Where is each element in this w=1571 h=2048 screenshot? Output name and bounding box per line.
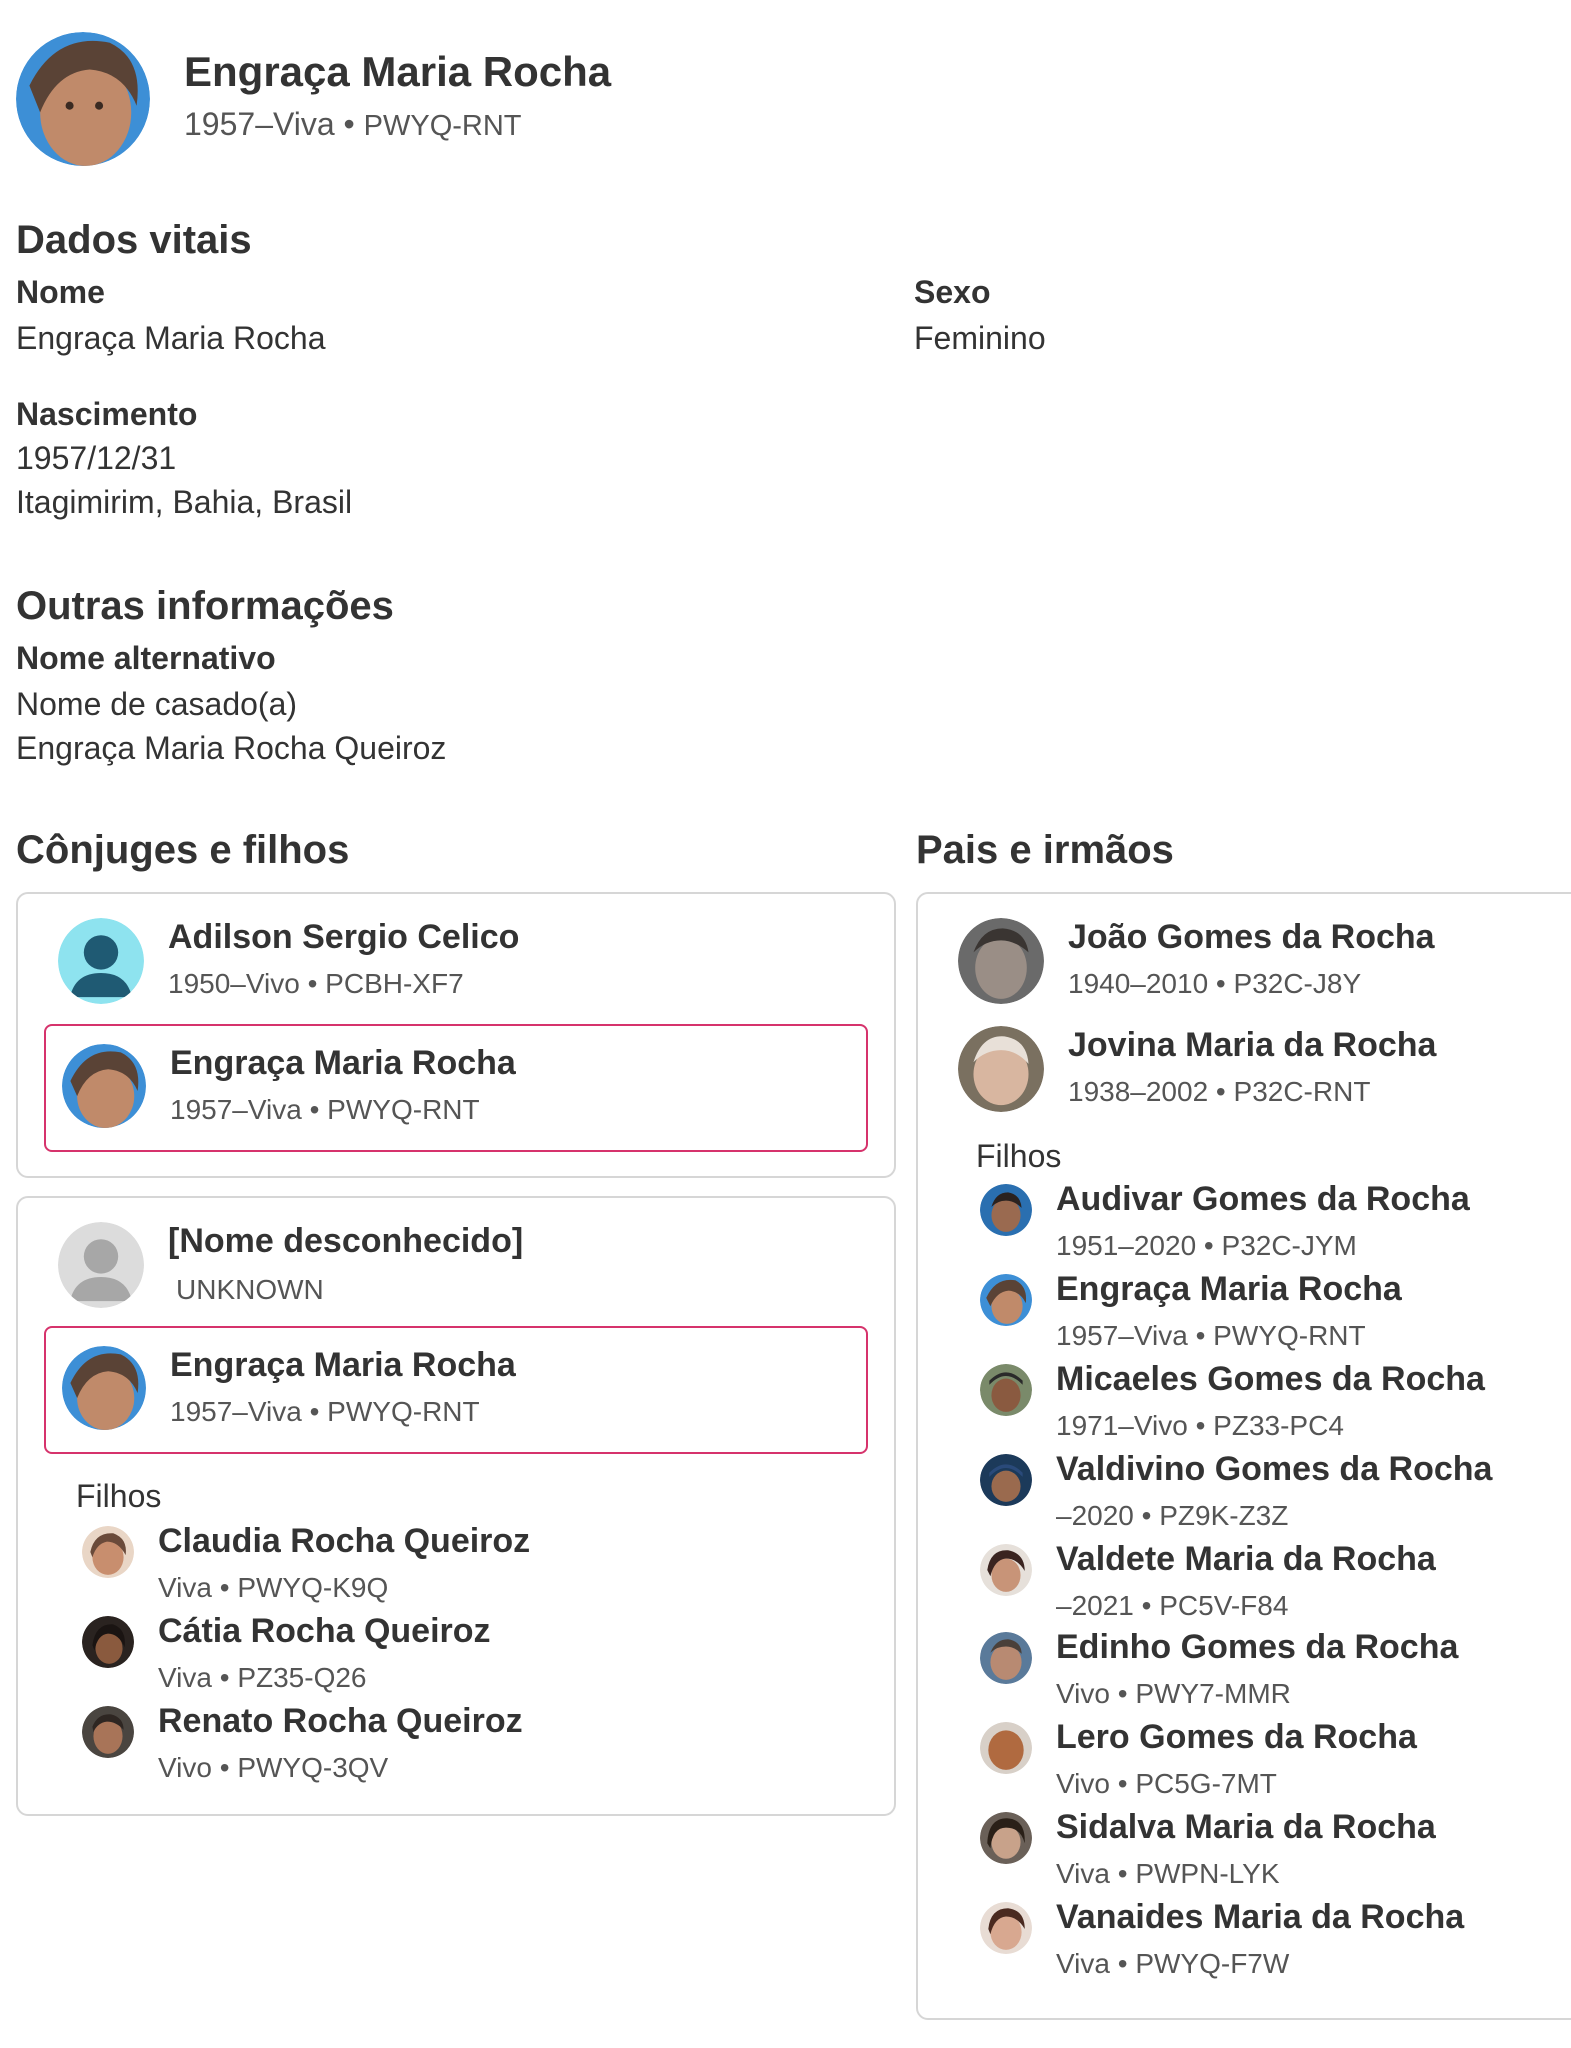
child-details: Viva • PWYQ-K9Q [158,1572,389,1603]
sibling-avatar [980,1364,1032,1416]
sibling-name[interactable]: Edinho Gomes da Rocha [1056,1628,1459,1666]
birth-label: Nascimento [16,396,198,432]
child-avatar [82,1616,134,1668]
child-avatar [82,1526,134,1578]
children-label: Filhos [76,1478,162,1514]
profile-lifespan: 1957–Viva [184,106,335,142]
spouse-details: 1950–Vivo • PCBH-XF7 [168,968,464,999]
sibling-details: Viva • PWPN-LYK [1056,1858,1280,1889]
spouse-details: UNKNOWN [176,1274,324,1305]
sibling-details: Vivo • PWY7-MMR [1056,1678,1291,1709]
sibling-details: Viva • PWYQ-F7W [1056,1948,1290,1979]
bullet-separator: • [343,106,355,142]
person-avatar [62,1346,146,1430]
sibling-avatar [980,1902,1032,1954]
alt-name-value[interactable]: Engraça Maria Rocha Queiroz [16,730,447,766]
alt-name-label: Nome alternativo [16,640,276,676]
sibling-avatar [980,1812,1032,1864]
sibling-avatar [980,1184,1032,1236]
sibling-details: 1957–Viva • PWYQ-RNT [1056,1320,1366,1351]
sibling-avatar [980,1454,1032,1506]
child-avatar [82,1706,134,1758]
mother-details: 1938–2002 • P32C-RNT [1068,1076,1371,1107]
child-details: Viva • PZ35-Q26 [158,1662,367,1693]
sibling-avatar [980,1274,1032,1326]
birth-date[interactable]: 1957/12/31 [16,440,177,476]
sibling-name[interactable]: Audivar Gomes da Rocha [1056,1180,1470,1218]
sibling-name[interactable]: Valdivino Gomes da Rocha [1056,1450,1493,1488]
alt-name-type: Nome de casado(a) [16,686,298,722]
sibling-name[interactable]: Valdete Maria da Rocha [1056,1540,1436,1578]
unknown-placeholder-avatar[interactable] [58,1222,144,1308]
child-name[interactable]: Renato Rocha Queiroz [158,1702,523,1740]
sibling-details: Vivo • PC5G-7MT [1056,1768,1277,1799]
mother-avatar [958,1026,1044,1112]
sex-label: Sexo [914,274,991,310]
spouses-section-title: Cônjuges e filhos [16,828,350,872]
child-name[interactable]: Cátia Rocha Queiroz [158,1612,491,1650]
child-name[interactable]: Claudia Rocha Queiroz [158,1522,531,1560]
sibling-name[interactable]: Lero Gomes da Rocha [1056,1718,1417,1756]
sibling-avatar [980,1632,1032,1684]
self-details: 1957–Viva • PWYQ-RNT [170,1094,480,1125]
person-avatar [62,1044,146,1128]
father-name[interactable]: João Gomes da Rocha [1068,918,1435,956]
sibling-name[interactable]: Vanaides Maria da Rocha [1056,1898,1465,1936]
sibling-avatar [980,1722,1032,1774]
self-name[interactable]: Engraça Maria Rocha [170,1044,516,1082]
self-name[interactable]: Engraça Maria Rocha [170,1346,516,1384]
sibling-avatar [980,1544,1032,1596]
profile-name: Engraça Maria Rocha [184,48,612,95]
other-section-title: Outras informações [16,584,394,628]
sibling-name[interactable]: Engraça Maria Rocha [1056,1270,1402,1308]
sibling-name[interactable]: Micaeles Gomes da Rocha [1056,1360,1485,1398]
spouse-name[interactable]: Adilson Sergio Celico [168,918,520,956]
siblings-label: Filhos [976,1138,1062,1174]
child-details: Vivo • PWYQ-3QV [158,1752,389,1783]
sibling-details: 1951–2020 • P32C-JYM [1056,1230,1357,1261]
sibling-details: –2020 • PZ9K-Z3Z [1056,1500,1289,1531]
name-value[interactable]: Engraça Maria Rocha [16,320,326,356]
birth-place[interactable]: Itagimirim, Bahia, Brasil [16,484,353,520]
parents-section-title: Pais e irmãos [916,828,1174,872]
name-label: Nome [16,274,105,310]
self-details: 1957–Viva • PWYQ-RNT [170,1396,480,1427]
profile-subtitle [184,106,522,143]
sibling-details: 1971–Vivo • PZ33-PC4 [1056,1410,1344,1441]
sex-value[interactable]: Feminino [914,320,1046,356]
sibling-name[interactable]: Sidalva Maria da Rocha [1056,1808,1436,1846]
father-details: 1940–2010 • P32C-J8Y [1068,968,1362,999]
profile-avatar [16,32,150,166]
spouse-name[interactable]: [Nome desconhecido] [168,1222,524,1260]
vital-section-title: Dados vitais [16,218,252,262]
father-avatar [958,918,1044,1004]
sibling-details: –2021 • PC5V-F84 [1056,1590,1289,1621]
mother-name[interactable]: Jovina Maria da Rocha [1068,1026,1437,1064]
profile-pid: PWYQ-RNT [363,110,522,142]
male-placeholder-avatar[interactable] [58,918,144,1004]
